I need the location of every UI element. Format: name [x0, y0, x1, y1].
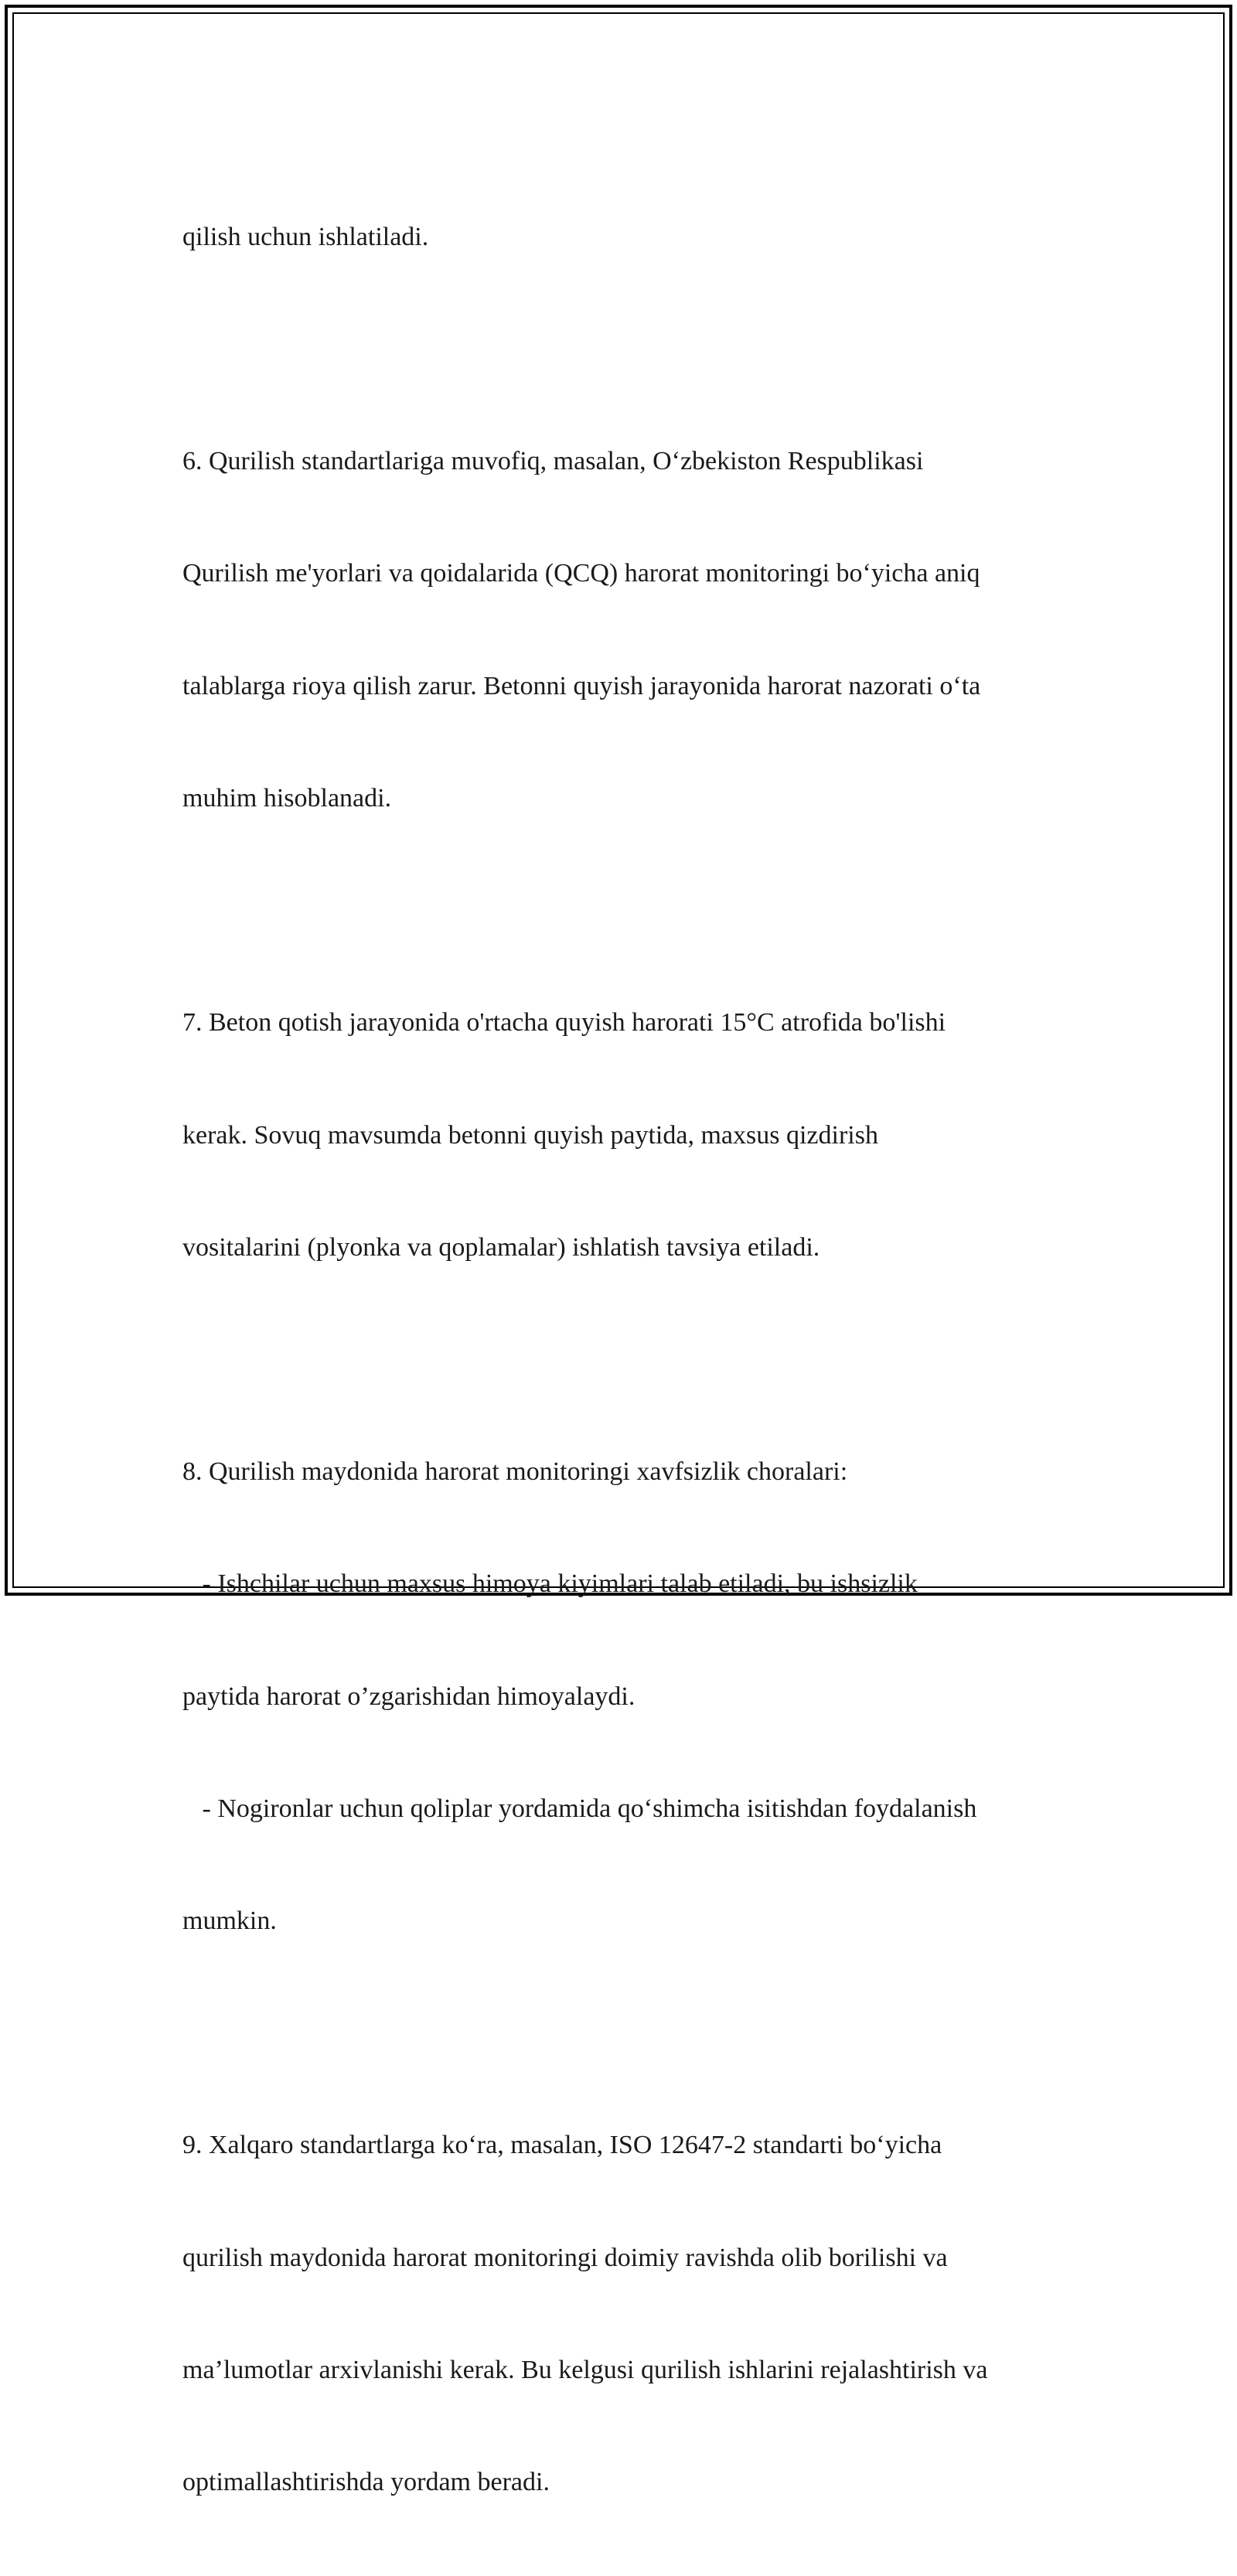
paragraph-item-7 [182, 930, 1064, 1341]
text-line: mumkin. [182, 1906, 277, 1936]
text-line: 8. Qurilish maydonida harorat monitoringi xavfsizlik choralari: [182, 1457, 848, 1487]
paragraph-item-9 [182, 2053, 1064, 2576]
text-line: qurilish maydonida harorat monitoringi doimiy ravishda olib borilishi va [182, 2243, 948, 2272]
text-line: ma’lumotlar arxivlanishi kerak. Bu kelgusi qurilish ishlarini rejalashtirish va [182, 2355, 988, 2384]
text-line: kerak. Sovuq mavsumda betonni quyish paytida, maxsus qizdirish [182, 1120, 878, 1150]
text-line: 7. Beton qotish jarayonida o'rtacha quyish harorati 15°C atrofida bo'lishi [182, 1008, 946, 1038]
text-line: paytida harorat o’zgarishidan himoyalaydi. [182, 1682, 636, 1711]
text-line: Qurilish me'yorlari va qoidalarida (QCQ) harorat monitoringi bo‘yicha aniq [182, 559, 980, 588]
paragraph-item-8 [182, 1378, 1064, 2015]
text-line: - Ishchilar uchun maxsus himoya kiyimlari talab etiladi, bu ishsizlik [182, 1569, 918, 1599]
text-line: 9. Xalqaro standartlarga ko‘ra, masalan, ISO 12647-2 standarti bo‘yicha [182, 2131, 942, 2160]
text-line: - Nogironlar uchun qoliplar yordamida qo‘shimcha isitishdan foydalanish [182, 1794, 977, 1823]
text-line: 6. Qurilish standartlariga muvofiq, masalan, O‘zbekiston Respublikasi [182, 447, 924, 476]
text-line: optimallashtirishda yordam beradi. [182, 2468, 550, 2497]
text-line: vositalarini (plyonka va qoplamalar) ishlatish tavsiya etiladi. [182, 1232, 820, 1262]
paragraph-item-6 [182, 368, 1064, 892]
paragraph-continuation [182, 144, 1064, 331]
text-line: talablarga rioya qilish zarur. Betonni quyish jarayonida harorat nazorati o‘ta [182, 671, 981, 700]
document-body [182, 144, 1064, 2576]
text-line: qilish uchun ishlatiladi. [182, 222, 429, 251]
text-line: muhim hisoblanadi. [182, 783, 392, 813]
